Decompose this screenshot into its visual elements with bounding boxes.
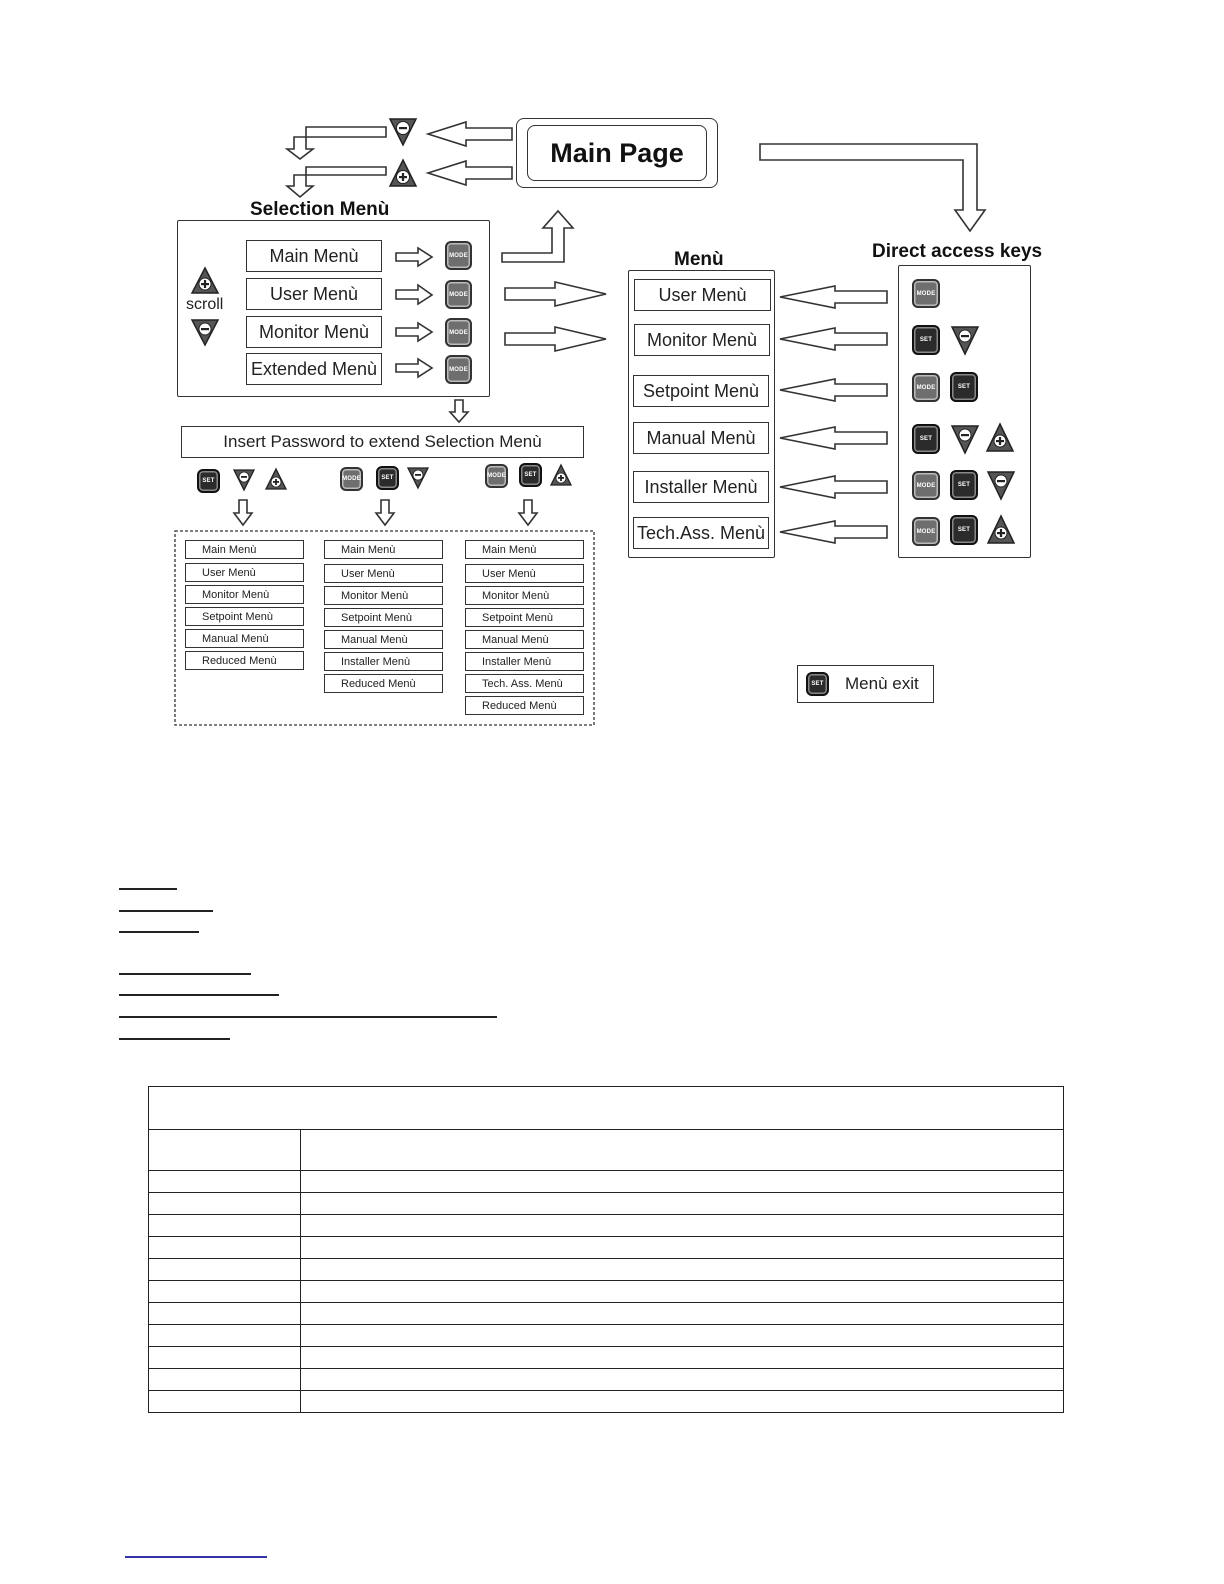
direct3-set-key[interactable]: SET <box>950 372 978 402</box>
list1-item: Monitor Menù <box>185 585 304 604</box>
direct5-minus-key-icon[interactable] <box>986 469 1016 501</box>
table-row <box>149 1281 1064 1303</box>
underline-1 <box>119 888 177 890</box>
table-row <box>149 1325 1064 1347</box>
list1-item: Manual Menù <box>185 629 304 648</box>
direct1-mode-key[interactable]: MODE <box>912 279 940 308</box>
list3-item: Manual Menù <box>465 630 584 649</box>
arrow-to-password <box>450 400 468 422</box>
main-page-title: Main Page <box>550 137 684 168</box>
selection-menu-heading: Selection Menù <box>250 199 390 220</box>
arrow-plus-elbow <box>287 167 386 197</box>
direct-access-heading: Direct access keys <box>872 241 1043 262</box>
menu-item-installer[interactable]: Installer Menù <box>633 471 769 503</box>
list2-item: Main Menù <box>324 540 443 559</box>
arrow-main-to-plus <box>428 161 512 185</box>
table-header-row <box>149 1087 1064 1130</box>
combo2-set-key[interactable]: SET <box>376 466 399 490</box>
underline-footer <box>125 1556 267 1558</box>
underline-2 <box>119 910 213 912</box>
direct5-mode-key[interactable]: MODE <box>912 471 940 500</box>
direct6-mode-key[interactable]: MODE <box>912 517 940 546</box>
table-row <box>149 1215 1064 1237</box>
arrow-direct-1 <box>780 286 887 308</box>
menu-panel <box>628 270 775 558</box>
combo1-minus-key-icon[interactable] <box>232 467 256 493</box>
direct4-plus-key-icon[interactable] <box>985 422 1015 454</box>
direct4-minus-key-icon[interactable] <box>950 423 980 455</box>
selection-item-user[interactable]: User Menù <box>246 278 382 310</box>
arrow-minus-elbow <box>287 127 386 159</box>
table-row <box>149 1303 1064 1325</box>
list3-item: Tech. Ass. Menù <box>465 674 584 693</box>
direct5-set-key[interactable]: SET <box>950 470 978 500</box>
scroll-down-icon[interactable] <box>190 317 220 347</box>
combo1-set-key[interactable]: SET <box>197 469 220 493</box>
direct6-set-key[interactable]: SET <box>950 515 978 545</box>
arrow-to-menu-2 <box>505 327 606 351</box>
table-row <box>149 1193 1064 1215</box>
list2-item: Monitor Menù <box>324 586 443 605</box>
main-page-box[interactable] <box>527 125 707 181</box>
list1-item: Setpoint Menù <box>185 607 304 626</box>
arrow-direct-3 <box>780 379 887 401</box>
combo3-mode-key[interactable]: MODE <box>485 464 508 488</box>
list3-item: Installer Menù <box>465 652 584 671</box>
arrow-main-to-direct <box>760 144 985 231</box>
mode-key-row2[interactable]: MODE <box>445 280 472 309</box>
selection-item-extended[interactable]: Extended Menù <box>246 353 382 385</box>
list1-item: Reduced Menù <box>185 651 304 670</box>
table-row <box>149 1347 1064 1369</box>
selection-item-main[interactable]: Main Menù <box>246 240 382 272</box>
list3-item: User Menù <box>465 564 584 583</box>
table-row <box>149 1130 1064 1171</box>
direct4-set-key[interactable]: SET <box>912 424 940 454</box>
arrow-mainmenu-up <box>502 211 573 262</box>
empty-table <box>148 1086 1064 1413</box>
list2-item: Installer Menù <box>324 652 443 671</box>
menu-heading: Menù <box>674 249 724 270</box>
list2-item: Reduced Menù <box>324 674 443 693</box>
list2-item: User Menù <box>324 564 443 583</box>
selection-item-monitor[interactable]: Monitor Menù <box>246 316 382 348</box>
combo2-minus-key-icon[interactable] <box>406 465 430 491</box>
list2-item: Manual Menù <box>324 630 443 649</box>
menu-exit-label: Menù exit <box>845 674 919 693</box>
table-row <box>149 1237 1064 1259</box>
mode-key-row4[interactable]: MODE <box>445 355 472 384</box>
arrow-to-menu-1 <box>505 282 606 306</box>
menu-item-setpoint[interactable]: Setpoint Menù <box>633 375 769 407</box>
list3-item: Reduced Menù <box>465 696 584 715</box>
direct6-plus-key-icon[interactable] <box>986 514 1016 546</box>
arrow-combo-2 <box>376 500 394 525</box>
plus-key-icon[interactable] <box>388 158 418 190</box>
combo2-mode-key[interactable]: MODE <box>340 467 363 491</box>
menu-item-monitor[interactable]: Monitor Menù <box>634 324 770 356</box>
list3-item: Main Menù <box>465 540 584 559</box>
menu-item-user[interactable]: User Menù <box>634 279 771 311</box>
combo3-plus-key-icon[interactable] <box>549 463 573 489</box>
menu-exit-set-key[interactable]: SET <box>806 672 829 696</box>
arrow-main-to-minus <box>428 122 512 146</box>
combo3-set-key[interactable]: SET <box>519 463 542 487</box>
arrow-direct-6 <box>780 521 887 543</box>
password-banner: Insert Password to extend Selection Menù <box>181 426 584 458</box>
arrow-direct-4 <box>780 427 887 449</box>
scroll-label: scroll <box>186 296 224 313</box>
direct3-mode-key[interactable]: MODE <box>912 373 940 402</box>
list3-item: Monitor Menù <box>465 586 584 605</box>
table-row <box>149 1369 1064 1391</box>
underline-7 <box>119 1038 230 1040</box>
mode-key-row1[interactable]: MODE <box>445 241 472 270</box>
underline-5 <box>119 994 279 996</box>
mode-key-row3[interactable]: MODE <box>445 318 472 347</box>
table-row <box>149 1391 1064 1413</box>
list2-item: Setpoint Menù <box>324 608 443 627</box>
list1-item: Main Menù <box>185 540 304 559</box>
direct2-set-key[interactable]: SET <box>912 325 940 355</box>
direct2-minus-key-icon[interactable] <box>950 324 980 356</box>
underline-4 <box>119 973 251 975</box>
list1-item: User Menù <box>185 563 304 582</box>
menu-item-manual[interactable]: Manual Menù <box>633 422 769 454</box>
arrow-combo-1 <box>234 500 252 525</box>
arrow-direct-5 <box>780 476 887 498</box>
table-row <box>149 1171 1064 1193</box>
arrow-combo-3 <box>519 500 537 525</box>
menu-item-techass[interactable]: Tech.Ass. Menù <box>633 517 769 549</box>
list3-item: Setpoint Menù <box>465 608 584 627</box>
minus-key-icon[interactable] <box>388 115 418 147</box>
arrow-direct-2 <box>780 328 887 350</box>
menu-exit-box <box>797 665 934 703</box>
combo1-plus-key-icon[interactable] <box>264 467 288 493</box>
underline-3 <box>119 931 199 933</box>
scroll-up-icon[interactable] <box>190 266 220 296</box>
table-row <box>149 1259 1064 1281</box>
underline-6 <box>119 1016 497 1018</box>
